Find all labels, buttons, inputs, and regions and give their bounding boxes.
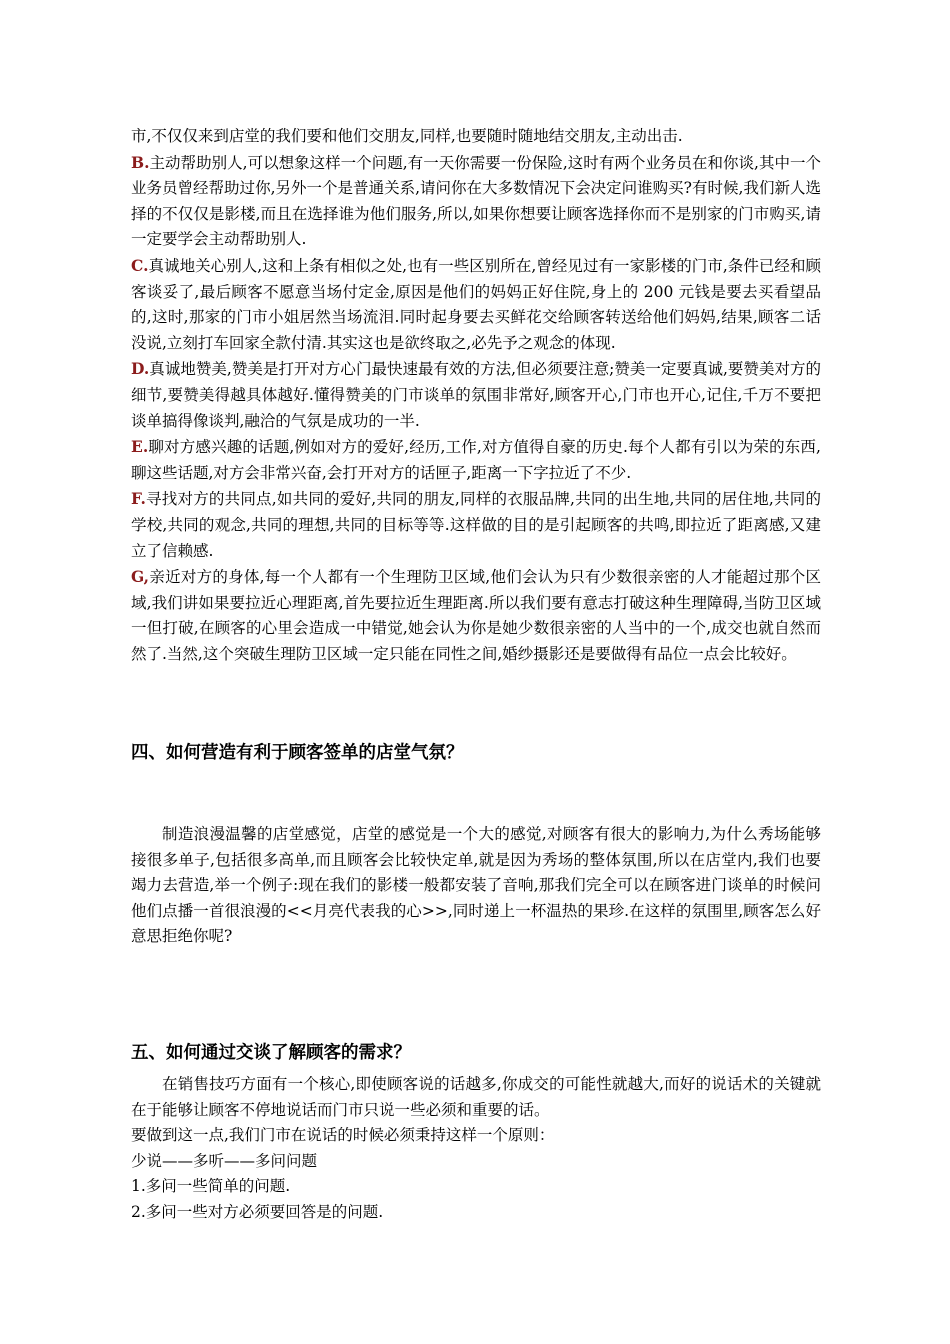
section-5-paragraph: 在销售技巧方面有一个核心,即使顾客说的话越多,你成交的可能性就越大,而好的说话术的关键就在于能够让顾客不停地说话而门市只说一些必须和重要的话。 — [131, 1075, 821, 1119]
item-text: 聊对方感兴趣的话题,例如对方的爱好,经历,工作,对方值得自豪的历史.每个人都有引以为荣的东西,聊这些话题,对方会非常兴奋,会打开对方的话匣子,距离一下字拉近了不少. — [131, 438, 821, 482]
item-marker: G, — [131, 567, 150, 587]
list-item-g — [131, 564, 821, 667]
item-marker: F. — [131, 489, 146, 509]
item-text: 真诚地赞美,赞美是打开对方心门最快速最有效的方法,但必须要注意;赞美一定要真诚,要赞美对方的细节,要赞美得越具体越好.懂得赞美的门市谈单的氛围非常好,顾客开心,门市也开心,记住,千万不要把谈单搞得像谈判,融洽的气氛是成功的一半. — [131, 360, 821, 430]
item-text: 真诚地关心别人,这和上条有相似之处,也有一些区别所在,曾经见过有一家影楼的门市,条件已经和顾客谈妥了,最后顾客不愿意当场付定金,原因是他们的妈妈正好住院,身上的 200 元钱是要去买看望品的,这时,那家的门市小姐居然当场流泪.同时起身要去买鲜花交给顾客转送给他们妈妈,结果,顾客二话没说,立刻打车回家全款付清.其实这也是欲终取之,必先予之观念的体现. — [131, 256, 821, 352]
principles-list — [131, 124, 821, 667]
item-text: 主动帮助别人,可以想象这样一个问题,有一天你需要一份保险,这时有两个业务员在和你谈,其中一个业务员曾经帮助过你,另外一个是普通关系,请问你在大多数情况下会决定问谁购买?有时候,我们新人选择的不仅仅是影楼,而且在选择谁为他们服务,所以,如果你想要让顾客选择你而不是别家的门市购买,请一定要学会主动帮助别人. — [131, 153, 821, 249]
question-list-item: 1.多问一些简单的问题. — [131, 1177, 291, 1196]
section-5-line-1: 要做到这一点,我们门市在说话的时候必须秉持这样一个原则： — [131, 1126, 555, 1145]
item-text: 亲近对方的身体,每一个人都有一个生理防卫区域,他们会认为只有少数很亲密的人才能超过那个区域,我们讲如果要拉近心理距离,首先要拉近生理距离.所以我们要有意志打破这种生理障碍,当防卫区域一但打破,在顾客的心里会造成一中错觉,她会认为你是她少数很亲密的人当中的一个,成交也就自然而然了.当然,这个突破生理防卫区域一定只能在同性之间,婚纱摄影还是要做得有品位一点会比较好。 — [131, 568, 821, 663]
section-4-heading: 四、如何营造有利于顾客签单的店堂气氛？ — [131, 743, 464, 763]
section-5-line-2: 少说——多听——多问问题 — [131, 1151, 318, 1170]
item-marker: D. — [131, 359, 150, 379]
list-item-d — [131, 356, 821, 434]
item-marker: B. — [131, 152, 150, 172]
item-marker: C. — [131, 255, 149, 275]
list-item-e — [131, 434, 821, 486]
list-item-b — [131, 150, 821, 253]
list-item-c — [131, 253, 821, 356]
question-list-item: 2.多问一些对方必须要回答是的问题. — [131, 1202, 384, 1221]
section-5-heading: 五、如何通过交谈了解顾客的需求？ — [131, 1043, 411, 1063]
item-text: 寻找对方的共同点,如共同的爱好,共同的朋友,同样的衣服品牌,共同的出生地,共同的居住地,共同的学校,共同的观念,共同的理想,共同的目标等等.这样做的目的是引起顾客的共鸣,即拉近了距离感,又建立了信赖感. — [131, 490, 821, 560]
list-item-f — [131, 486, 821, 564]
intro-line: 市,不仅仅来到店堂的我们要和他们交朋友,同样,也要随时随地结交朋友,主动出击. — [131, 127, 683, 145]
section-4-body — [131, 822, 821, 950]
section-4-paragraph: 制造浪漫温馨的店堂感觉，店堂的感觉是一个大的感觉,对顾客有很大的影响力,为什么秀场能够接很多单子,包括很多高单,而且顾客会比较快定单,就是因为秀场的整体氛围,所以在店堂内,我们也要竭力去营造,举一个例子:现在我们的影楼一般都安装了音响,那我们完全可以在顾客进门谈单的时候问他们点播一首很浪漫的<<月亮代表我的心>>,同时递上一杯温热的果珍.在这样的氛围里,顾客怎么好意思拒绝你呢? — [131, 825, 821, 946]
item-marker: E. — [131, 437, 149, 457]
section-5-body — [131, 1072, 821, 1226]
